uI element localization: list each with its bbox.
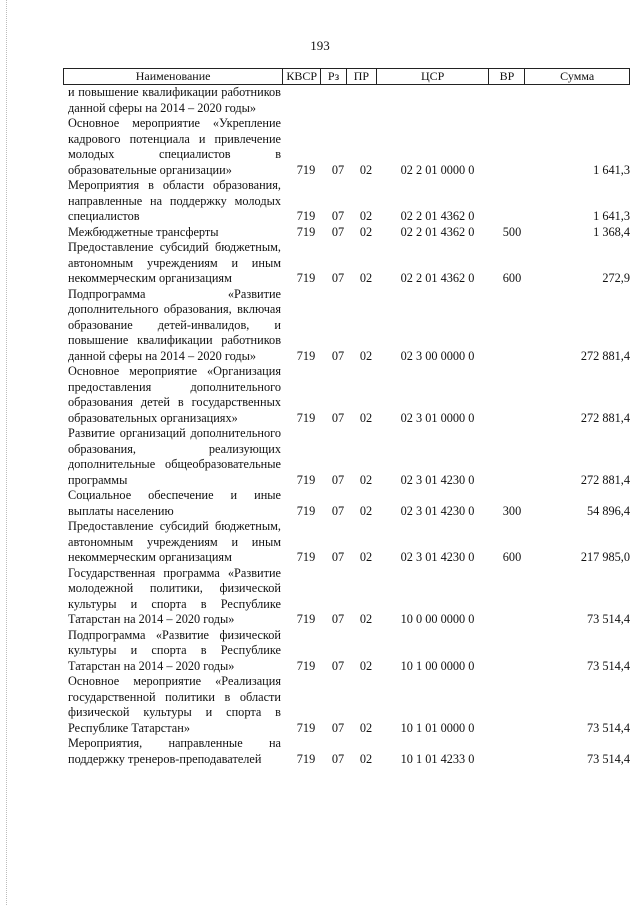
row-vr: 500 xyxy=(502,224,522,239)
table-row xyxy=(63,736,630,767)
row-kvsr: 719 xyxy=(296,224,316,239)
row-kvsr: 719 xyxy=(296,658,316,673)
table-row xyxy=(63,674,630,736)
row-name: Предоставление субсидий бюджетным, автономным учреждениям и иным некоммерческим организациям xyxy=(68,240,281,285)
row-vr: 300 xyxy=(502,503,522,518)
row-name: Основное мероприятие «Организация предоставления дополнительного образования детей в государственных образовательных организациях» xyxy=(68,364,281,425)
row-rz: 07 xyxy=(331,162,345,177)
header-pr: ПР xyxy=(346,69,376,84)
row-csr: 02 3 01 0000 0 xyxy=(400,410,475,425)
row-sum: 54 896,4 xyxy=(586,503,630,518)
row-csr: 02 3 00 0000 0 xyxy=(400,348,475,363)
row-pr: 02 xyxy=(359,550,373,564)
table-row xyxy=(63,488,630,519)
table-row xyxy=(63,225,630,241)
row-name: Мероприятия в области образования, направленные на поддержку молодых специалистов xyxy=(68,178,281,223)
table-body xyxy=(63,85,630,767)
row-pr: 02 xyxy=(359,658,373,673)
row-kvsr: 719 xyxy=(296,550,316,564)
row-kvsr: 719 xyxy=(296,162,316,177)
row-rz: 07 xyxy=(331,472,345,487)
row-csr: 02 3 01 4230 0 xyxy=(400,503,475,518)
row-csr: 02 2 01 4362 0 xyxy=(400,209,475,223)
row-csr: 02 2 01 0000 0 xyxy=(400,162,475,177)
row-pr: 02 xyxy=(359,720,373,735)
row-sum: 73 514,4 xyxy=(586,658,630,673)
row-vr: 600 xyxy=(502,550,522,564)
header-csr: ЦСР xyxy=(376,69,489,84)
row-rz: 07 xyxy=(331,271,345,285)
table-row xyxy=(63,628,630,675)
row-csr: 02 3 01 4230 0 xyxy=(400,550,475,564)
row-sum: 272 881,4 xyxy=(580,348,630,363)
row-rz: 07 xyxy=(331,348,345,363)
header-kvsr: КВСР xyxy=(282,69,320,84)
row-sum: 272 881,4 xyxy=(580,410,630,425)
row-rz: 07 xyxy=(331,751,345,766)
row-sum: 73 514,4 xyxy=(586,720,630,735)
row-name: Подпрограмма «Развитие физической культуры и спорта в Республике Татарстан на 2014 – 2020 годы» xyxy=(68,627,281,673)
row-sum: 272 881,4 xyxy=(580,472,630,487)
table-row xyxy=(63,364,630,426)
row-kvsr: 719 xyxy=(296,472,316,487)
row-rz: 07 xyxy=(331,224,345,239)
table-row xyxy=(63,287,630,365)
table-row xyxy=(63,240,630,287)
row-rz: 07 xyxy=(331,550,345,564)
row-kvsr: 719 xyxy=(296,271,316,285)
budget-table xyxy=(63,68,630,767)
row-csr: 10 1 01 4233 0 xyxy=(400,751,475,766)
table-row xyxy=(63,116,630,178)
row-pr: 02 xyxy=(359,224,373,239)
header-rz: Рз xyxy=(320,69,346,84)
row-rz: 07 xyxy=(331,410,345,425)
row-pr: 02 xyxy=(359,503,373,518)
row-pr: 02 xyxy=(359,162,373,177)
row-sum: 1 641,3 xyxy=(593,209,630,223)
row-sum: 1 641,3 xyxy=(593,162,630,177)
row-name: Государственная программа «Развитие молодежной политики, физической культуры и спорта в Республике Татарстан на 2014 – 2020 годы» xyxy=(68,565,281,626)
header-sum: Сумма xyxy=(524,69,629,84)
row-csr: 10 1 01 0000 0 xyxy=(400,720,475,735)
row-rz: 07 xyxy=(331,658,345,673)
row-rz: 07 xyxy=(331,209,345,223)
row-csr: 10 1 00 0000 0 xyxy=(400,658,475,673)
table-row xyxy=(63,566,630,628)
page-number: 193 xyxy=(310,38,330,53)
row-kvsr: 719 xyxy=(296,209,316,223)
table-row xyxy=(63,178,630,225)
row-sum: 73 514,4 xyxy=(586,751,630,766)
row-csr: 02 3 01 4230 0 xyxy=(400,472,475,487)
table-row xyxy=(63,519,630,566)
row-name: Межбюджетные трансферты xyxy=(68,224,219,239)
row-name: и повышение квалификации работников данной сферы на 2014 – 2020 годы» xyxy=(68,85,281,115)
row-name: Основное мероприятие «Реализация государственной политики в области физической культуры и спорта в Республике Татарстан» xyxy=(68,674,281,735)
table-row xyxy=(63,426,630,488)
row-name: Основное мероприятие «Укрепление кадрового потенциала и привлечение молодых специалистов в образовательные организации» xyxy=(68,116,281,177)
row-rz: 07 xyxy=(331,612,345,626)
row-sum: 1 368,4 xyxy=(593,224,630,239)
row-kvsr: 719 xyxy=(296,410,316,425)
row-rz: 07 xyxy=(331,503,345,518)
row-pr: 02 xyxy=(359,209,373,223)
row-pr: 02 xyxy=(359,271,373,285)
row-name: Подпрограмма «Развитие дополнительного образования, включая образование детей-инвалидов, и повышение квалификации работников данной сферы на 2014 – 2020 годы» xyxy=(68,286,281,363)
row-sum: 217 985,0 xyxy=(580,550,630,564)
row-name: Развитие организаций дополнительного образования, реализующих дополнительные общеобразовательные программы xyxy=(68,426,281,487)
row-kvsr: 719 xyxy=(296,503,316,518)
row-csr: 10 0 00 0000 0 xyxy=(400,612,475,626)
row-name: Мероприятия, направленные на поддержку тренеров-преподавателей xyxy=(68,736,281,766)
row-pr: 02 xyxy=(359,472,373,487)
row-csr: 02 2 01 4362 0 xyxy=(400,271,475,285)
header-name: Наименование xyxy=(135,69,211,83)
table-header xyxy=(63,68,630,85)
row-kvsr: 719 xyxy=(296,720,316,735)
page-edge xyxy=(6,0,8,905)
row-name: Предоставление субсидий бюджетным, автономным учреждениям и иным некоммерческим организациям xyxy=(68,519,281,564)
row-kvsr: 719 xyxy=(296,612,316,626)
header-vr: ВР xyxy=(488,69,524,84)
row-pr: 02 xyxy=(359,612,373,626)
row-pr: 02 xyxy=(359,348,373,363)
row-rz: 07 xyxy=(331,720,345,735)
table-row xyxy=(63,85,630,116)
row-csr: 02 2 01 4362 0 xyxy=(400,224,475,239)
row-sum: 73 514,4 xyxy=(586,612,630,626)
row-pr: 02 xyxy=(359,751,373,766)
row-kvsr: 719 xyxy=(296,348,316,363)
row-vr: 600 xyxy=(502,271,522,285)
row-sum: 272,9 xyxy=(602,271,630,285)
row-kvsr: 719 xyxy=(296,751,316,766)
row-name: Социальное обеспечение и иные выплаты населению xyxy=(68,488,281,518)
row-pr: 02 xyxy=(359,410,373,425)
